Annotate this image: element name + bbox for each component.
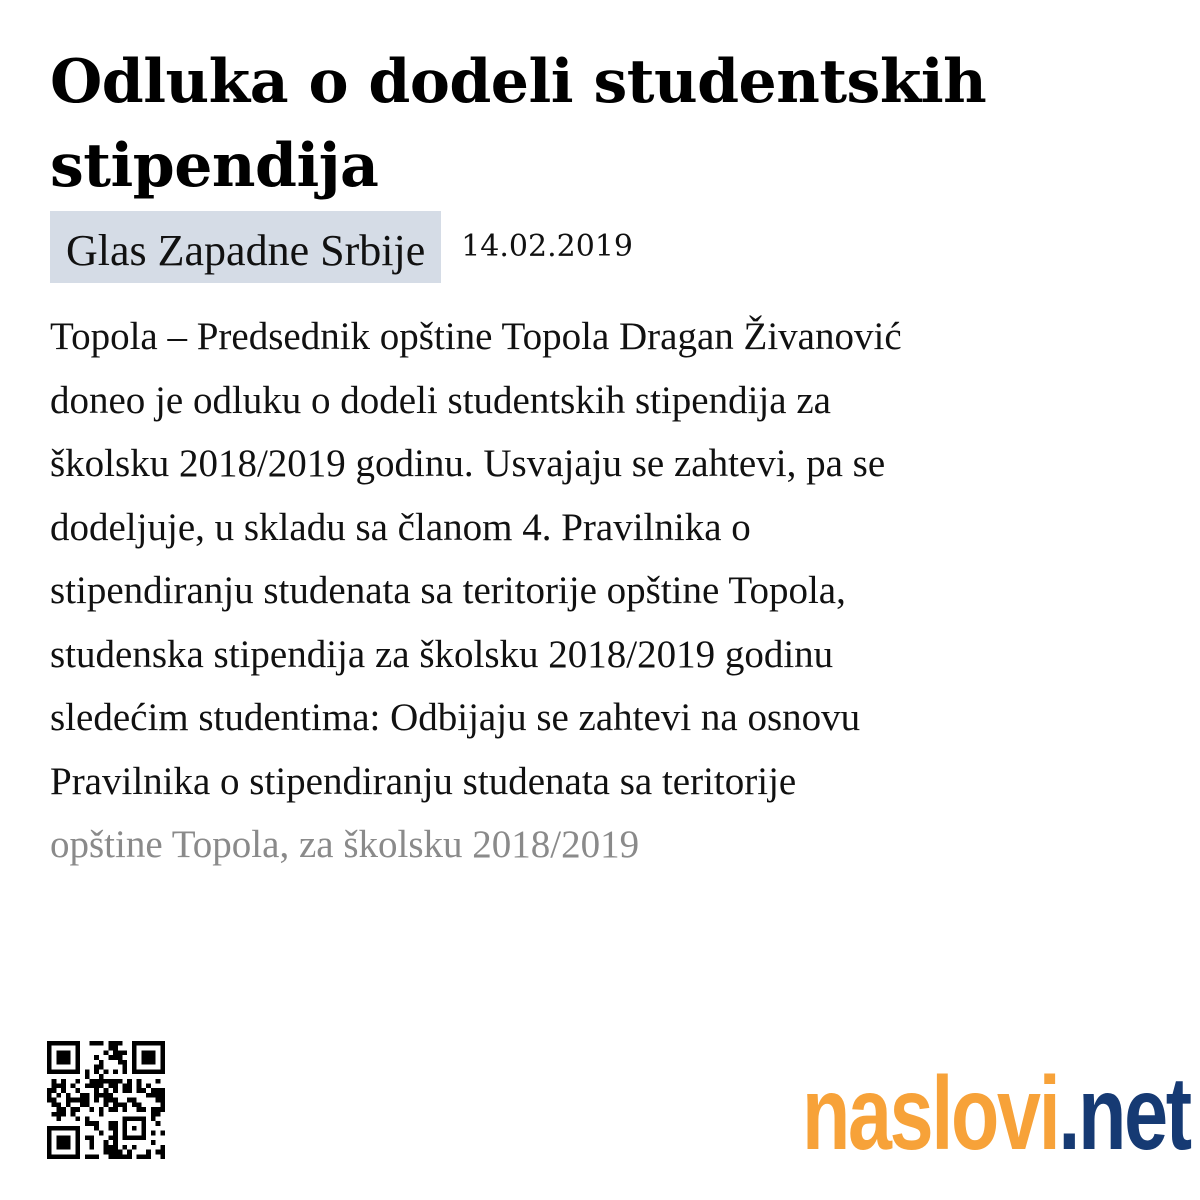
body-line-2: doneo je odluku o dodeli studentskih stipendija za — [50, 378, 831, 422]
logo-text-naslovi: naslovi — [802, 1056, 1059, 1172]
body-line-9-faded: opštine Topola, za školsku 2018/2019 — [50, 823, 640, 866]
publish-date: 14.02.2019 — [461, 229, 633, 264]
naslovi-net-logo — [802, 1056, 1190, 1172]
body-line-5: stipendiranju studenata sa teritorije opštine Topola, — [50, 569, 846, 612]
article-title-line-2: stipendija — [50, 131, 379, 201]
body-line-1: Topola – Predsednik opštine Topola Dragan Živanović — [50, 315, 902, 358]
body-line-6: studenska stipendija za školsku 2018/2019 godinu — [50, 632, 834, 676]
article-meta — [50, 211, 633, 283]
body-line-4: dodeljuje, u skladu sa članom 4. Pravilnika o — [50, 505, 751, 549]
source-badge: Glas Zapadne Srbije — [50, 211, 441, 283]
body-line-3: školsku 2018/2019 godinu. Usvajaju se zahtevi, pa se — [50, 442, 886, 485]
logo-text-net: .net — [1058, 1056, 1190, 1172]
article-title-line-1: Odluka o dodeli studentskih — [50, 47, 987, 117]
article-title — [50, 40, 1150, 208]
body-line-7: sledećim studentima: Odbijaju se zahtevi na osnovu — [50, 696, 861, 739]
article-body — [50, 305, 1160, 877]
body-line-8: Pravilnika o stipendiranju studenata sa teritorije — [50, 759, 797, 803]
qr-code-icon — [47, 1038, 165, 1162]
